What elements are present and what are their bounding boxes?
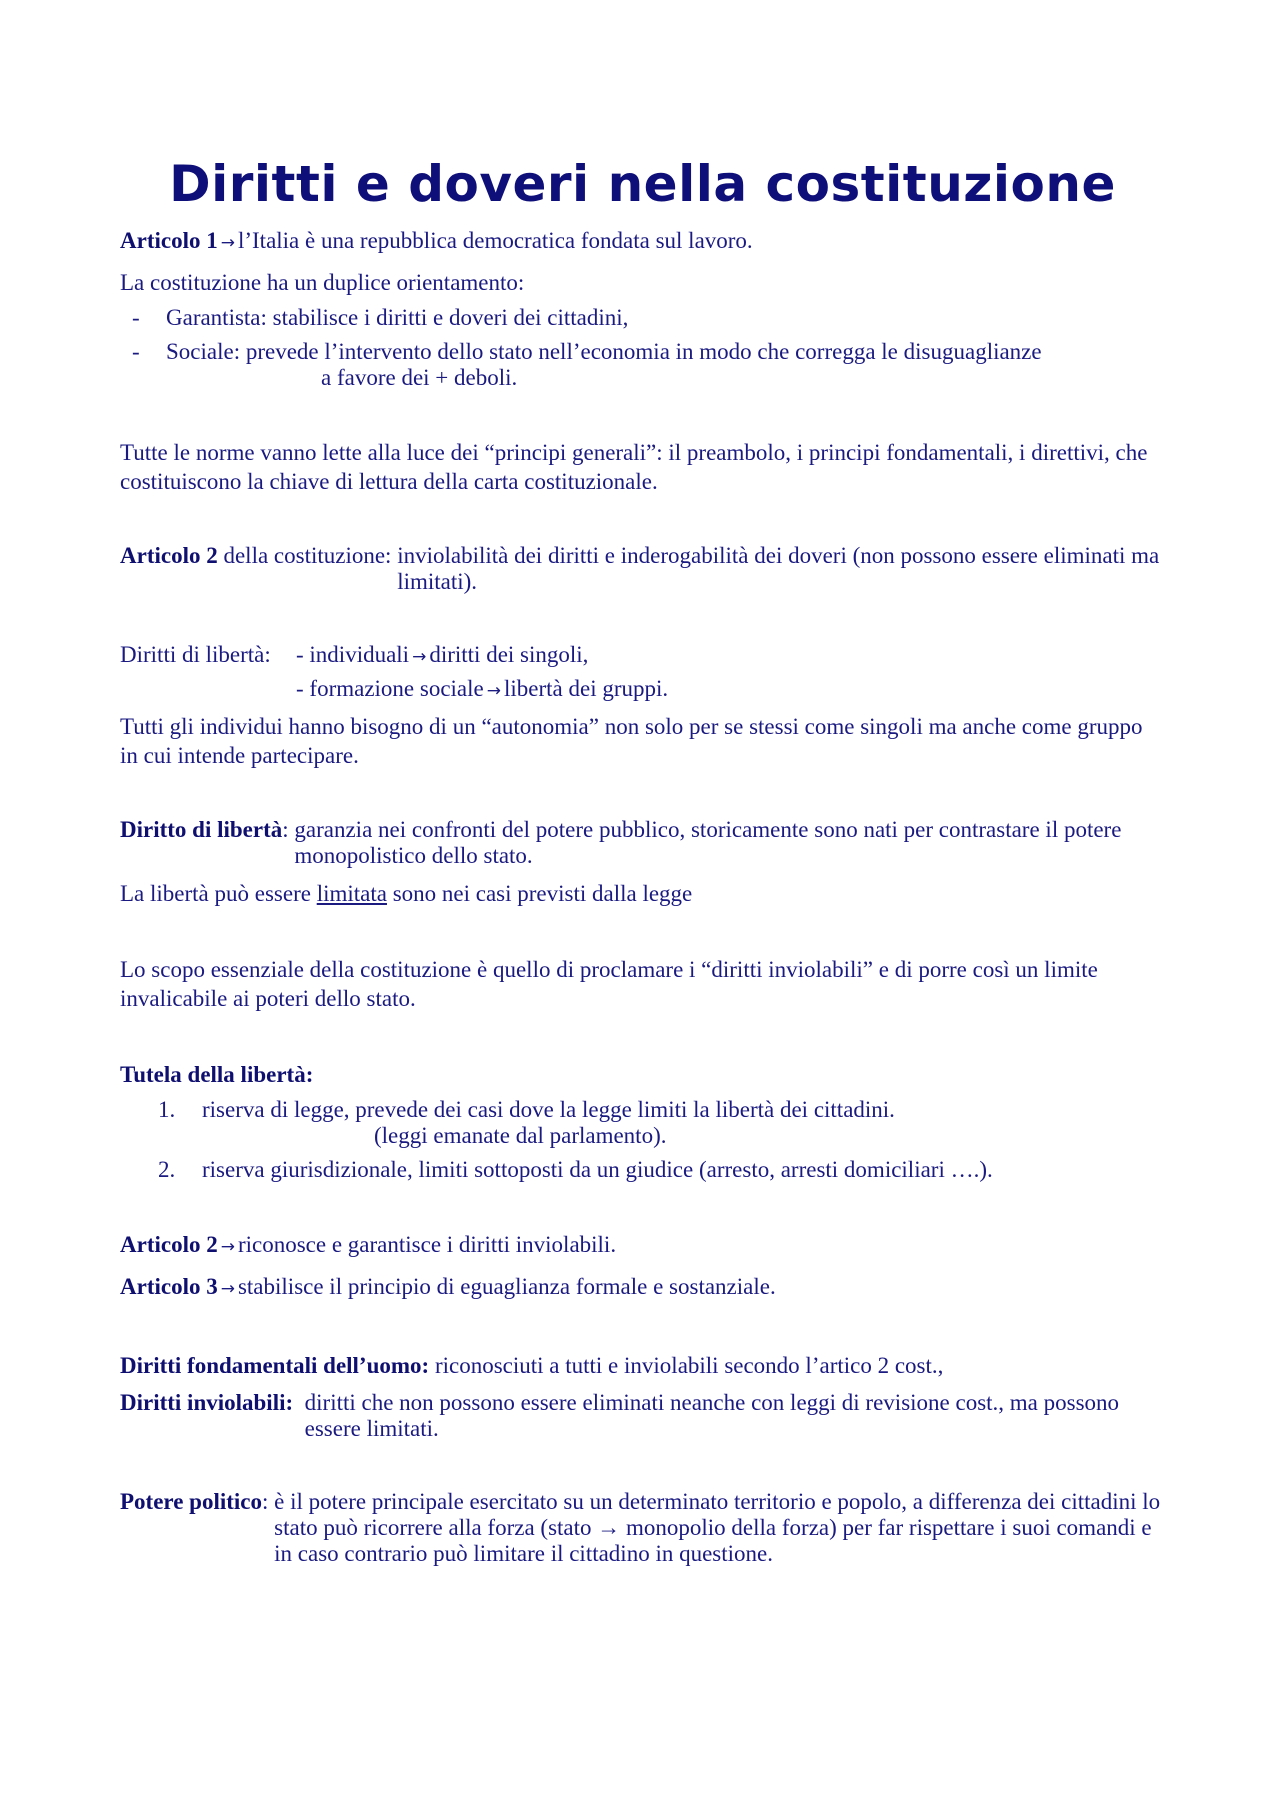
diritto-liberta-label: Diritto di libertà: [120, 817, 283, 842]
inviolabili-definition: [120, 1390, 1165, 1442]
liberta-row: [120, 642, 1165, 668]
liberta-row: [120, 676, 1165, 702]
potere-label: Potere politico: [120, 1489, 262, 1514]
bullet-text: Garantista: stabilisce i diritti e doveri dei cittadini,: [166, 305, 629, 330]
art2-text: inviolabilità dei diritti e inderogabilità dei doveri (non possono essere eliminati ma limitati).: [397, 543, 1160, 594]
bullet-text: Sociale: prevede l’intervento dello stato nell’economia in modo che corregga le disuguaglianze: [166, 339, 1042, 364]
art2-lead: della costituzione:: [217, 543, 398, 568]
arrow-icon: →: [220, 1279, 235, 1299]
art2-label: Articolo 2: [120, 543, 218, 568]
bullet-dash: -: [132, 339, 140, 364]
limitata-paragraph: La libertà può essere limitata sono nei casi previsti dalla legge: [120, 881, 693, 906]
bullet-continuation: a favore dei + deboli.: [321, 365, 518, 390]
fondamentali-line: [120, 1351, 1165, 1380]
tutela-list: [120, 1097, 1165, 1183]
scopo-paragraph: Lo scopo essenziale della costituzione è quello di proclamare i “diritti inviolabili” e di porre così un limite invalicabile ai poteri dello stato.: [120, 957, 1098, 1011]
list-item: [158, 1157, 1165, 1183]
norme-paragraph: Tutte le norme vanno lette alla luce dei “principi generali”: il preambolo, i principi fondamentali, i direttivi, che costituiscono la chiave di lettura della carta costituzionale.: [120, 440, 1148, 494]
diritto-liberta-text: garanzia nei confronti del potere pubblico, storicamente sono nati per contrastare il potere monopolistico dello stato.: [294, 817, 1122, 868]
list-number: 1.: [158, 1097, 176, 1122]
art1-paragraph: [120, 226, 1165, 258]
diritto-liberta-definition: Diritto di libertà: garanzia nei confronti del potere pubblico, storicamente sono nati per contrastare il potere monopolistico dello stato.: [120, 817, 1165, 869]
arrow-icon: →: [486, 681, 501, 701]
list-text: riserva giurisdizionale, limiti sottoposti da un giudice (arresto, arresti domiciliari ….).: [202, 1157, 993, 1182]
potere-definition: Potere politico: è il potere principale esercitato su un determinato territorio e popolo, a differenza dei cittadini lo stato può ricorrere alla forza (stato → monopolio della forza) per far rispettare i suoi comandi e in caso contrario può limitare il cittadino in questione.: [120, 1489, 1165, 1567]
arrow-icon: →: [220, 1237, 235, 1257]
fondamentali-label: Diritti fondamentali dell’uomo:: [120, 1353, 430, 1378]
articolo-line: [120, 1272, 1165, 1304]
art1-text: l’Italia è una repubblica democratica fondata sul lavoro.: [237, 228, 753, 253]
inviolabili-label: Diritti inviolabili:: [120, 1390, 294, 1415]
arrow-icon: →: [220, 233, 235, 253]
liberta-paragraph: Tutti gli individui hanno bisogno di un “autonomia” non solo per se stessi come singoli ma anche come gruppo in cui intende partecipare.: [120, 714, 1143, 768]
arrow-icon: →: [412, 647, 427, 667]
liberta-individuali: - individuali: [296, 642, 410, 667]
document-page: [120, 150, 1165, 1567]
fondamentali-text: riconosciuti a tutti e inviolabili secondo l’artico 2 cost.,: [429, 1353, 944, 1378]
liberta-label: Diritti di libertà:: [120, 642, 271, 667]
list-number: 2.: [158, 1157, 176, 1182]
articolo-label: Articolo 2: [120, 1232, 218, 1257]
bullet-item: [120, 305, 1165, 331]
list-item: [158, 1097, 1165, 1149]
tutela-heading: Tutela della libertà:: [120, 1062, 314, 1087]
list-continuation: (leggi emanate dal parlamento).: [374, 1123, 667, 1148]
articolo-text: stabilisce il principio di eguaglianza formale e sostanziale.: [237, 1274, 776, 1299]
bullet-item: [120, 339, 1165, 391]
art2-definition: [120, 543, 1165, 595]
inviolabili-text: diritti che non possono essere eliminati neanche con leggi di revisione cost., ma possono essere limitati.: [304, 1390, 1120, 1441]
orientamento-intro: La costituzione ha un duplice orientamento:: [120, 270, 525, 295]
liberta-sociale: - formazione sociale: [296, 676, 484, 701]
list-text: riserva di legge, prevede dei casi dove la legge limiti la libertà dei cittadini.: [202, 1097, 895, 1122]
articolo-label: Articolo 3: [120, 1274, 218, 1299]
art1-label: Articolo 1: [120, 228, 218, 253]
page-title: Diritti e doveri nella costituzione: [169, 155, 1116, 213]
articolo-line: [120, 1230, 1165, 1262]
bullet-dash: -: [132, 305, 140, 330]
articolo-text: riconosce e garantisce i diritti inviolabili.: [237, 1232, 617, 1257]
liberta-individuali-desc: diritti dei singoli,: [429, 642, 589, 667]
underlined-word: limitata: [316, 881, 387, 906]
potere-text: è il potere principale esercitato su un determinato territorio e popolo, a differenza dei cittadini lo stato può ricorrere alla forza (stato → monopolio della forza) per far rispettare i suoi comandi e in caso contrario può limitare il cittadino in questione.: [274, 1489, 1161, 1566]
liberta-sociale-desc: libertà dei gruppi.: [504, 676, 669, 701]
